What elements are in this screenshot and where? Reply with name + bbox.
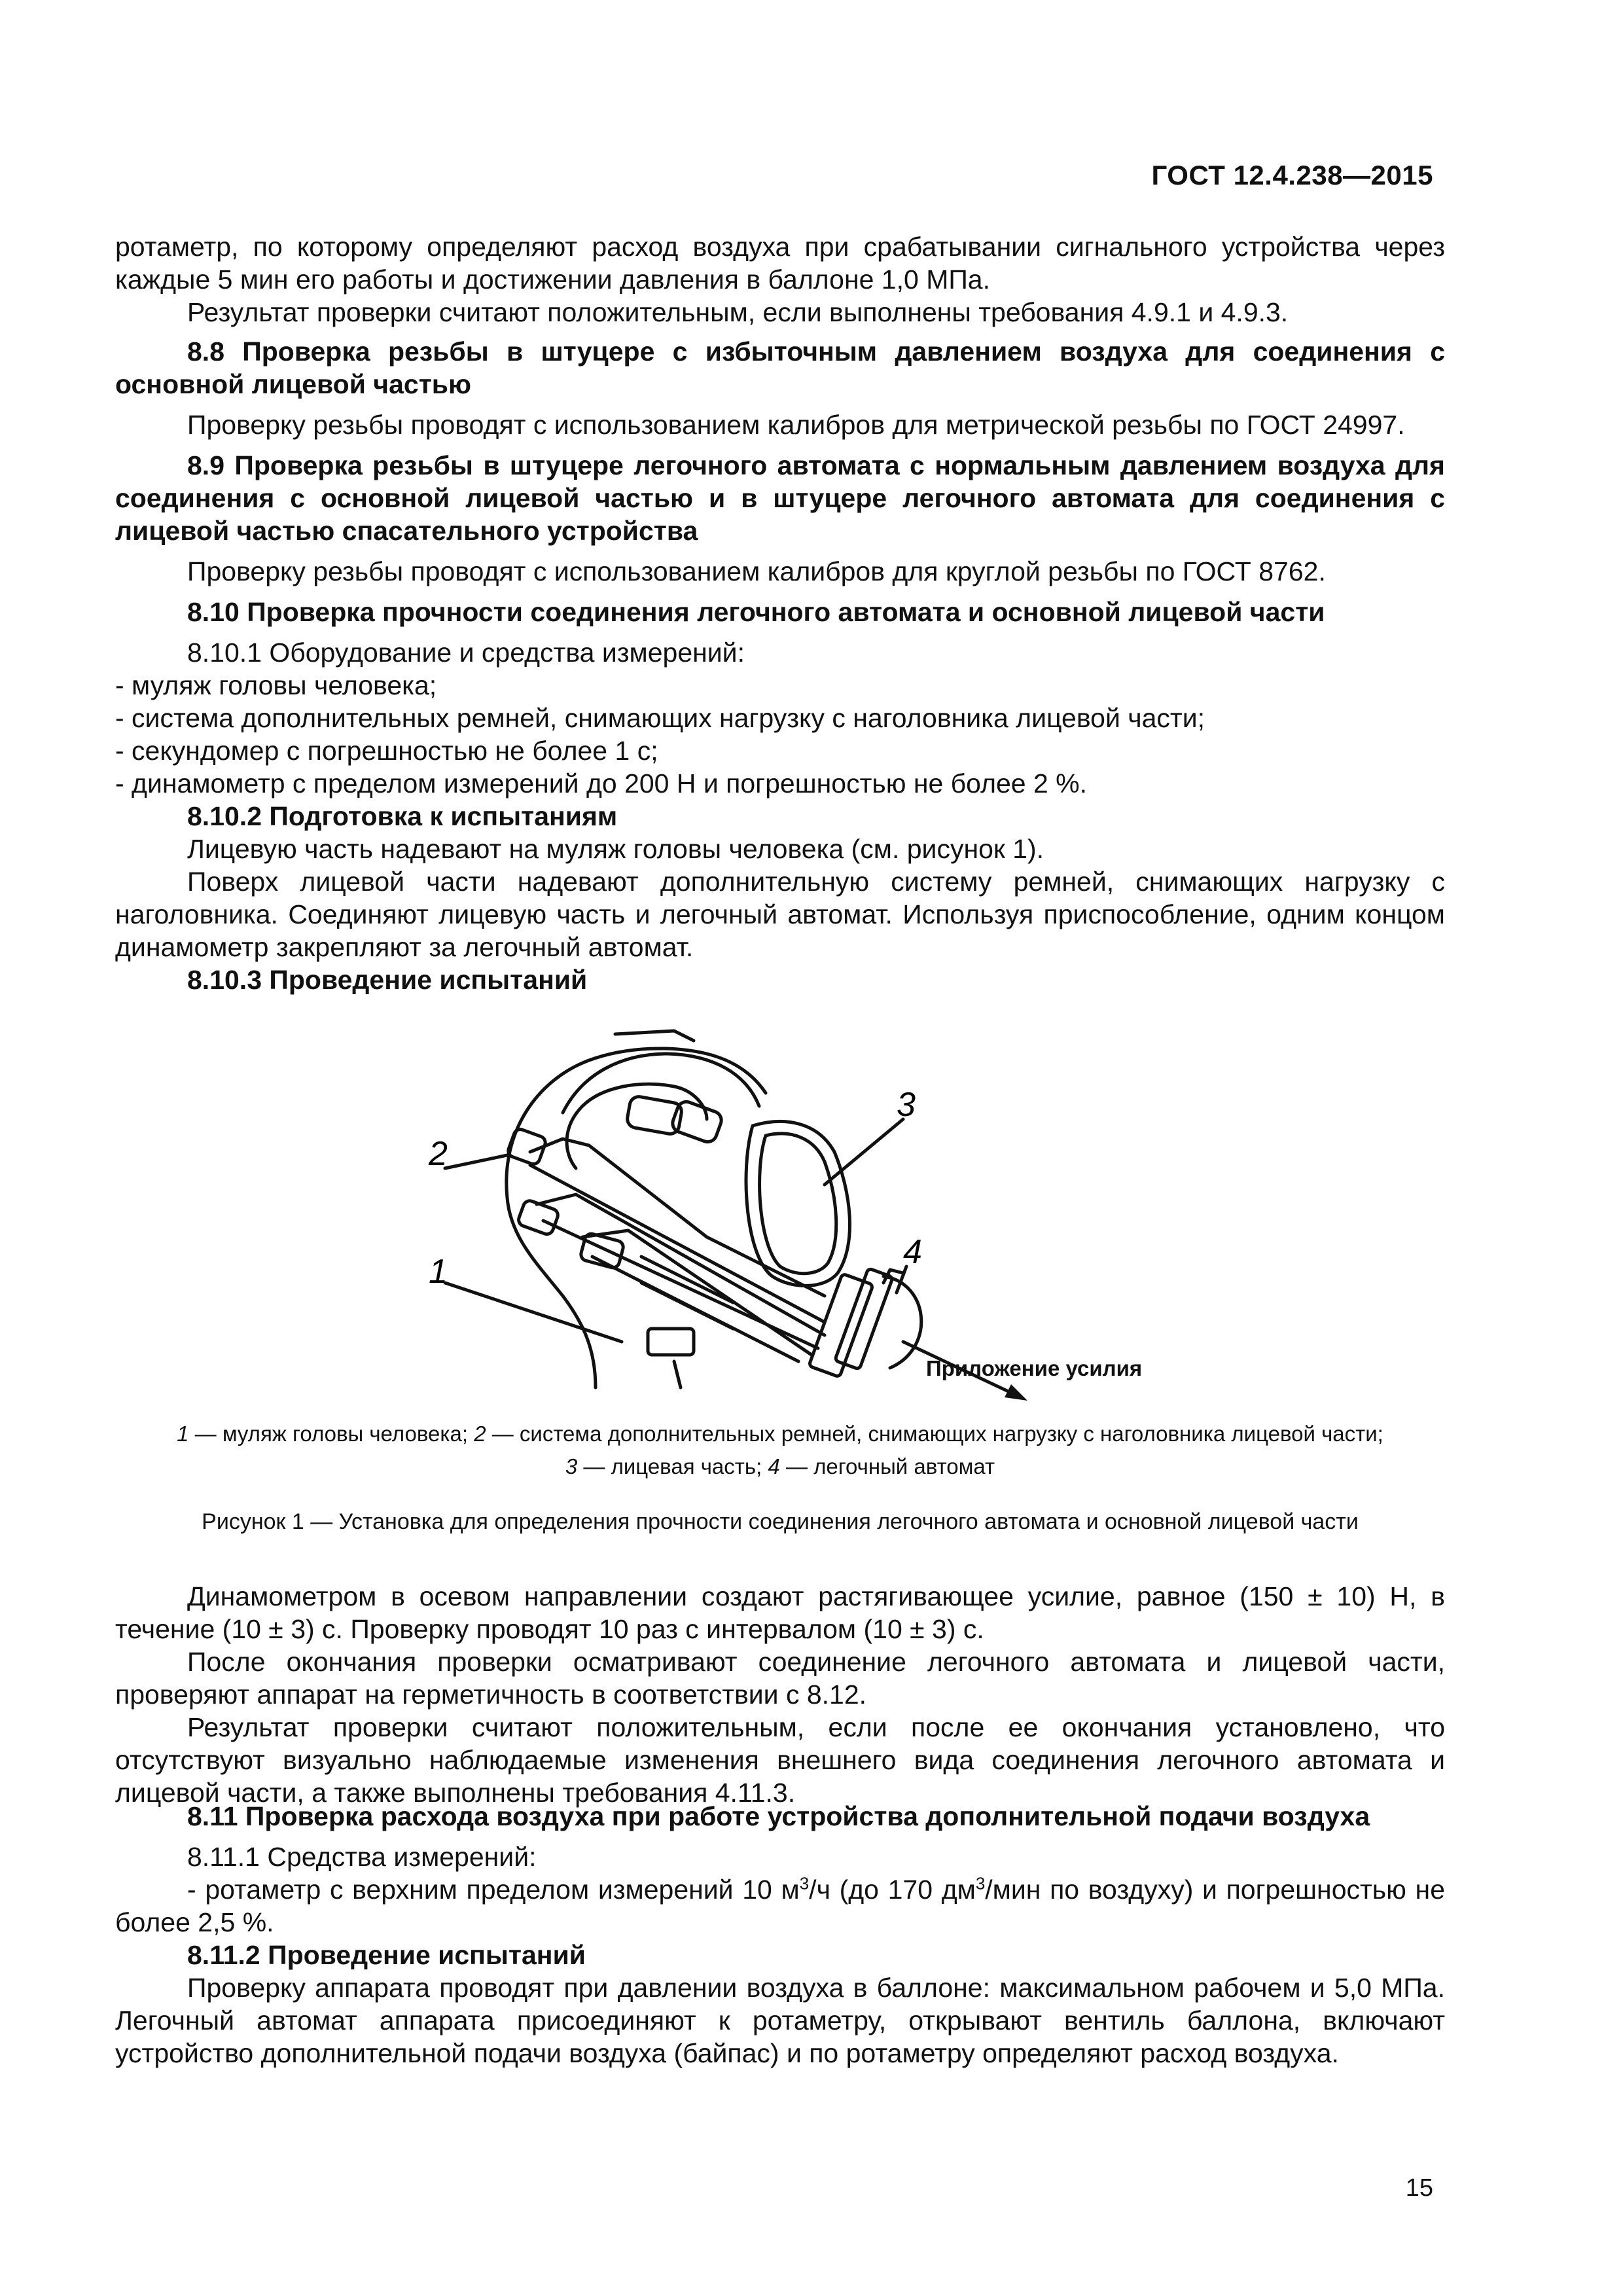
legend-text: — система дополнительных ремней, снимающих нагрузку с наголовника лицевой части; bbox=[486, 1422, 1383, 1446]
list-item: - система дополнительных ремней, снимающих нагрузку с наголовника лицевой части; bbox=[115, 703, 1205, 733]
paragraph: Результат проверки считают положительным, если после ее окончания установлено, что отсутствуют визуально наблюдаемые изменения внешнего вида соединения легочного автомата и лицевой части, а также выполнены требования 4.11.3. bbox=[115, 1712, 1445, 1808]
paragraph: Динамометром в осевом направлении создают растягивающее усилие, равное (150 ± 10) Н, в течение (10 ± 3) с. Проверку проводят 10 раз с интервалом (10 ± 3) с. bbox=[115, 1581, 1445, 1644]
legend-number: 3 bbox=[565, 1454, 578, 1479]
subsection-heading: 8.10.3 Проведение испытаний bbox=[187, 965, 588, 995]
paragraph: Проверку аппарата проводят при давлении воздуха в баллоне: максимальном рабочем и 5,0 МПа. Легочный автомат аппарата присоединяют к ротаметру, открывают вентиль баллона, включают устройство дополнительной подачи воздуха (байпас) и по ротаметру определяют расход воздуха. bbox=[115, 1973, 1445, 2068]
legend-number: 4 bbox=[768, 1454, 780, 1479]
label-4: 4 bbox=[903, 1233, 922, 1271]
list-item: - муляж головы человека; bbox=[115, 670, 437, 700]
paragraph: ротаметр, по которому определяют расход воздуха при срабатывании сигнального устройства через каждые 5 мин его работы и достижении давления в баллоне 1,0 МПа. bbox=[115, 232, 1445, 295]
section-8-11 bbox=[115, 1800, 1445, 2070]
document-id-header: ГОСТ 12.4.238—2015 bbox=[1151, 160, 1433, 190]
legend-text: — лицевая часть; bbox=[577, 1454, 768, 1479]
legend-text: — муляж головы человека; bbox=[188, 1422, 474, 1446]
item-text: /ч (до 170 дм bbox=[809, 1874, 976, 1905]
label-1: 1 bbox=[429, 1253, 448, 1291]
paragraph: Проверку резьбы проводят с использованием калибров для круглой резьбы по ГОСТ 8762. bbox=[187, 556, 1326, 586]
paragraph: Проверку резьбы проводят с использованием калибров для метрической резьбы по ГОСТ 24997. bbox=[187, 410, 1405, 440]
item-text: /мин по воздуху) и погрешностью не более 2,5 %. bbox=[115, 1874, 1445, 1937]
item-text: - ротаметр с верхним пределом измерений 10 м bbox=[187, 1874, 800, 1905]
section-8-8 bbox=[115, 335, 1445, 441]
legend-text: — легочный автомат bbox=[779, 1454, 995, 1479]
section-heading: 8.11 Проверка расхода воздуха при работе устройства дополнительной подачи воздуха bbox=[187, 1801, 1370, 1831]
chin-block bbox=[648, 1329, 694, 1355]
legend-number: 1 bbox=[177, 1422, 189, 1446]
intro-block bbox=[115, 230, 1445, 329]
list-item: - секундомер с погрешностью не более 1 с; bbox=[115, 736, 658, 766]
section-heading: 8.8 Проверка резьбы в штуцере с избыточным давлением воздуха для соединения с основной лицевой частью bbox=[115, 336, 1445, 399]
subsection-heading: 8.11.1 Средства измерений: bbox=[187, 1842, 537, 1872]
section-8-9 bbox=[115, 449, 1445, 588]
paragraph: Лицевую часть надевают на муляж головы человека (см. рисунок 1). bbox=[187, 834, 1044, 864]
figure-mask-on-head bbox=[366, 1008, 1204, 1401]
page-number: 15 bbox=[1405, 2174, 1433, 2202]
superscript: 3 bbox=[799, 1873, 810, 1893]
subsection-heading: 8.10.1 Оборудование и средства измерений: bbox=[187, 637, 745, 668]
figure-title: Рисунок 1 — Установка для определения прочности соединения легочного автомата и основной лицевой части bbox=[202, 1509, 1359, 1534]
legend-line-1 bbox=[115, 1418, 1445, 1450]
head-outline bbox=[507, 1049, 766, 1388]
force-arrow-head bbox=[1005, 1384, 1027, 1401]
label-3: 3 bbox=[897, 1086, 916, 1124]
superscript: 3 bbox=[975, 1873, 986, 1893]
section-8-10 bbox=[115, 596, 1445, 996]
section-heading: 8.9 Проверка резьбы в штуцере легочного автомата с нормальным давлением воздуха для соединения с основной лицевой частью и в штуцере легочного автомата для соединения с лицевой частью спасательного устройства bbox=[115, 450, 1445, 546]
force-label: Приложение усилия bbox=[926, 1356, 1143, 1380]
section-heading: 8.10 Проверка прочности соединения легочного автомата и основной лицевой части bbox=[187, 597, 1325, 627]
paragraph: Поверх лицевой части надевают дополнительную систему ремней, снимающих нагрузку с наголовника. Соединяют лицевую часть и легочный автомат. Используя приспособление, одним концом динамометр закрепляют за легочный автомат. bbox=[115, 867, 1445, 962]
list-item bbox=[115, 1873, 1445, 1939]
legend-number: 2 bbox=[474, 1422, 486, 1446]
legend-line-2 bbox=[115, 1450, 1445, 1483]
figure-legend bbox=[115, 1418, 1445, 1483]
list-item: - динамометр с пределом измерений до 200 Н и погрешностью не более 2 %. bbox=[115, 768, 1088, 798]
test-procedure-block bbox=[115, 1580, 1445, 1809]
paragraph: Результат проверки считают положительным, если выполнены требования 4.9.1 и 4.9.3. bbox=[187, 297, 1289, 327]
subsection-heading: 8.10.2 Подготовка к испытаниям bbox=[187, 801, 618, 831]
paragraph: После окончания проверки осматривают соединение легочного автомата и лицевой части, проверяют аппарат на герметичность в соответствии с 8.12. bbox=[115, 1647, 1445, 1710]
label-2: 2 bbox=[429, 1135, 448, 1173]
strap-upper bbox=[530, 1139, 825, 1296]
subsection-heading: 8.11.2 Проведение испытаний bbox=[187, 1940, 586, 1970]
mask-test-drawing bbox=[366, 1008, 1204, 1401]
